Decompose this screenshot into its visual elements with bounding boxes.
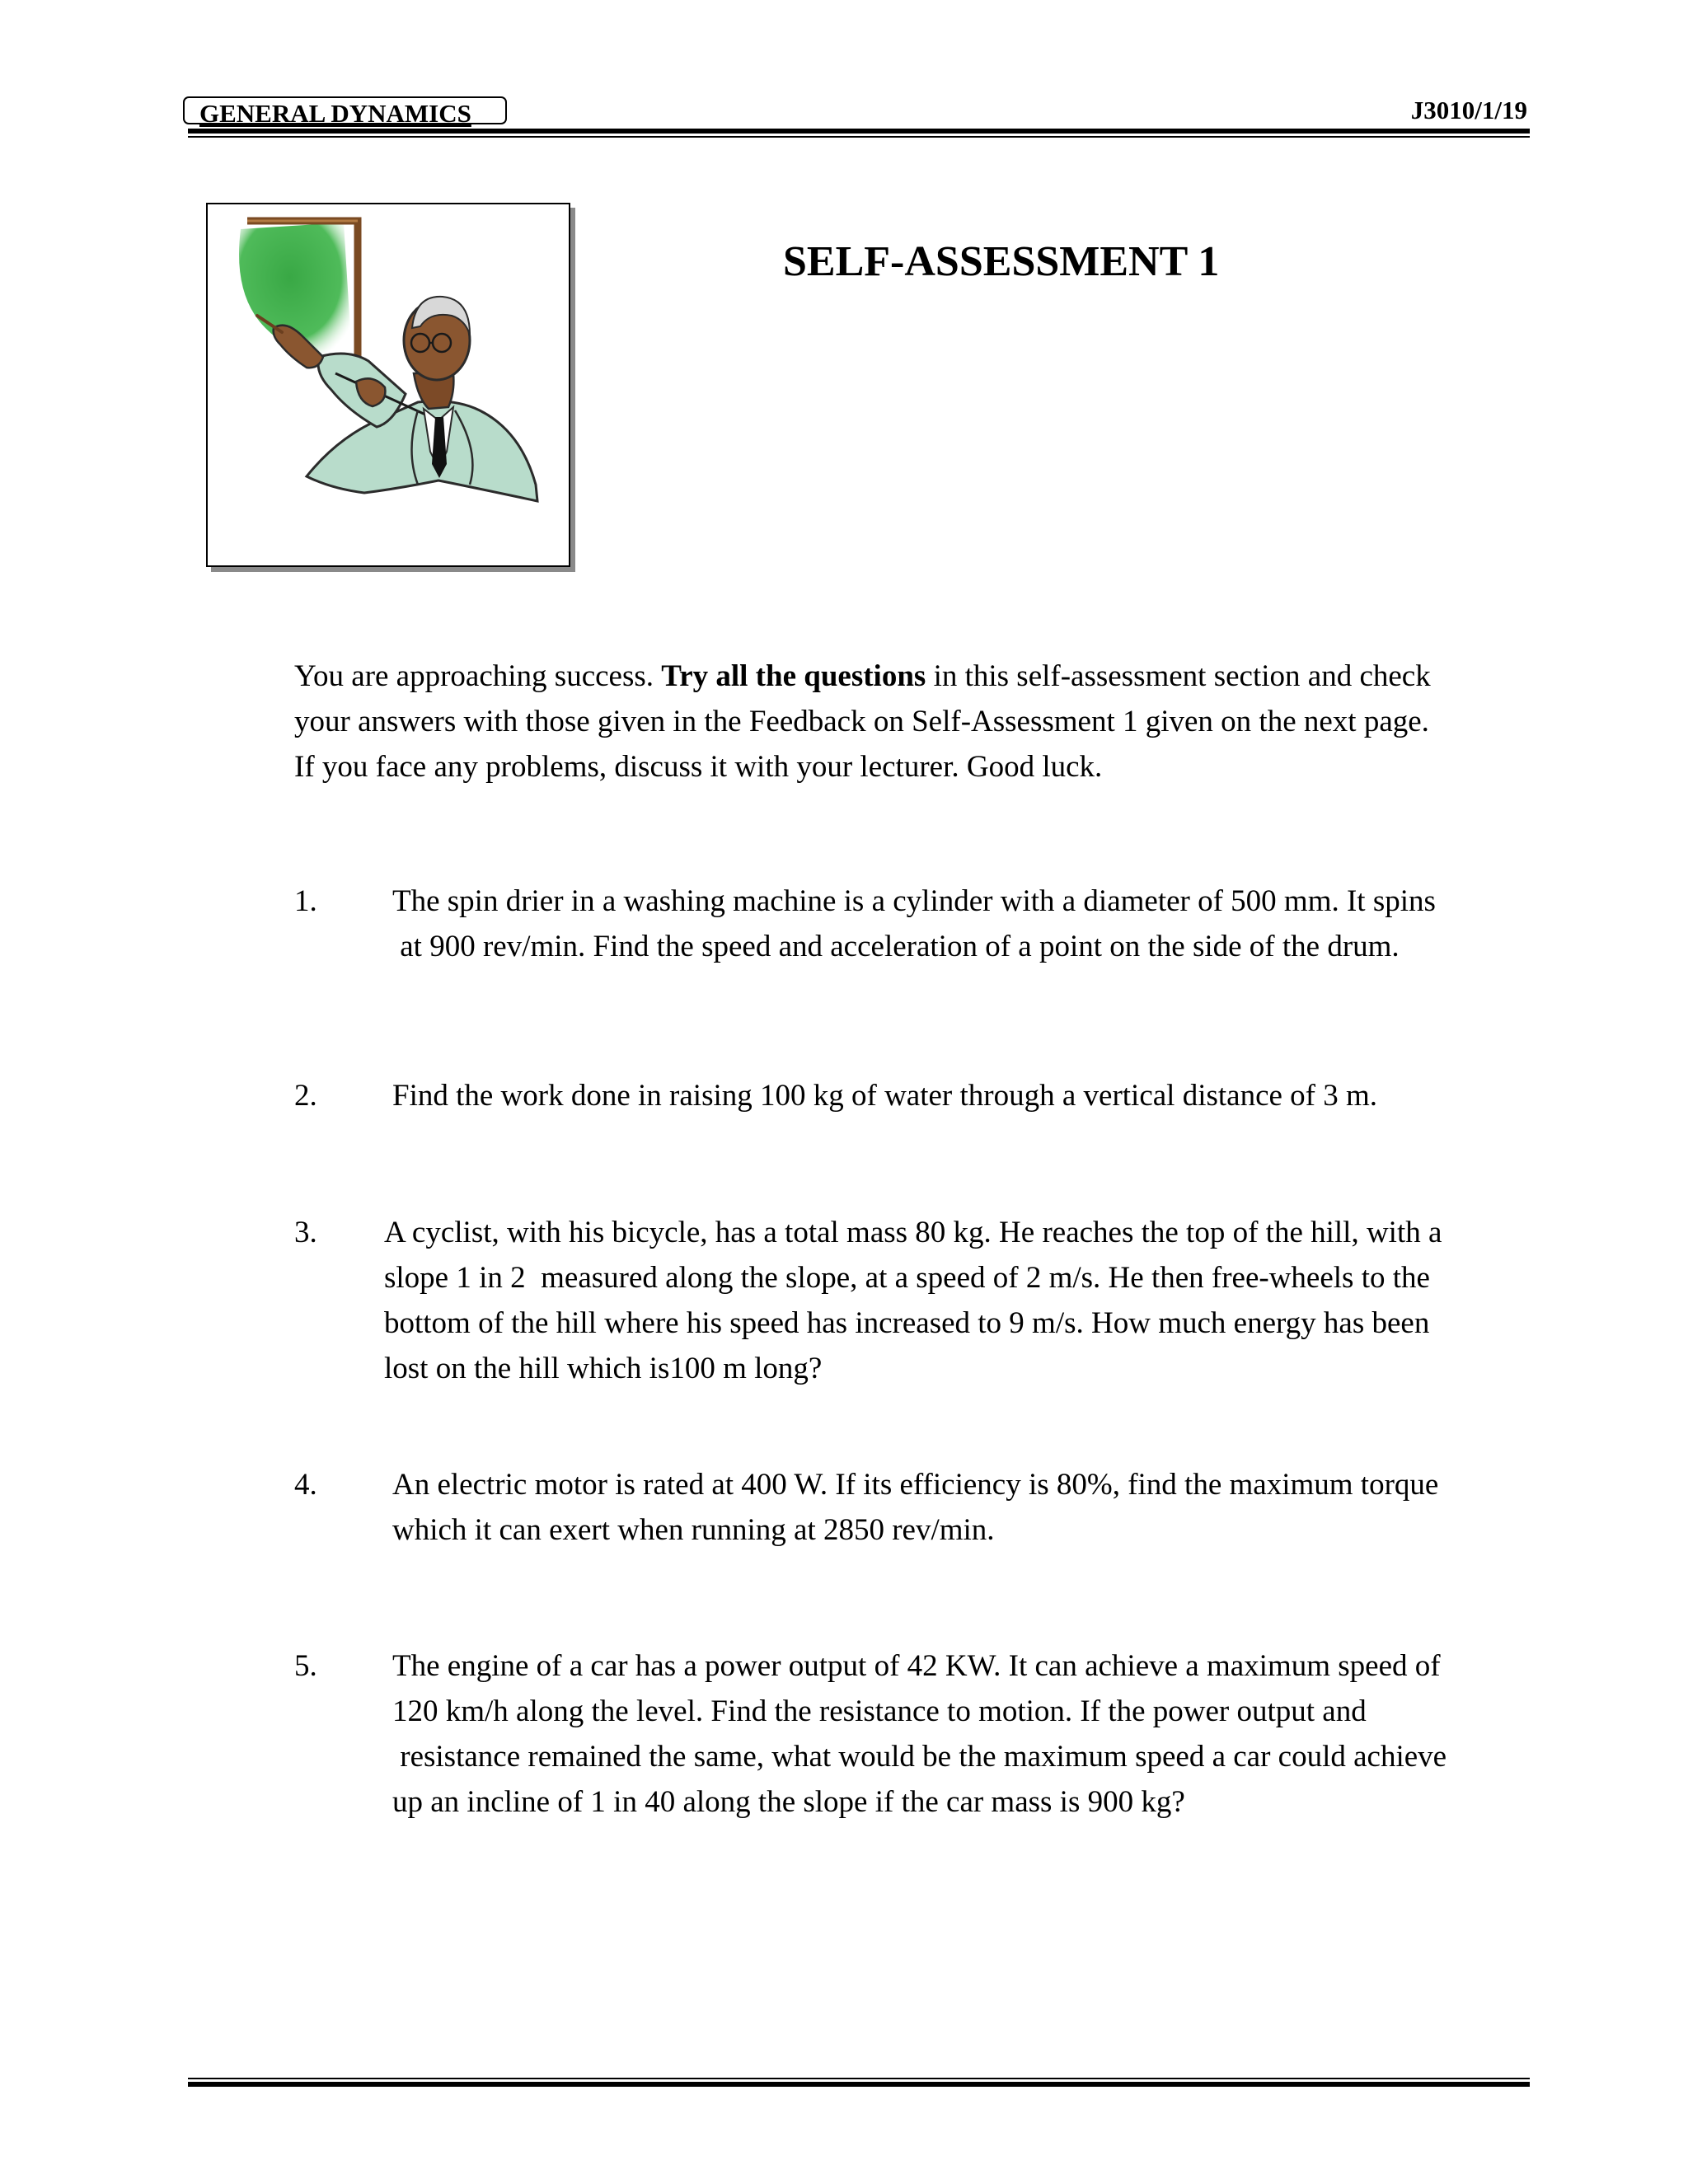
intro-line-2: your answers with those given in the Feedback on Self-Assessment 1 given on the next page. — [294, 705, 1429, 738]
header-page-code: J3010/1/19 — [1410, 96, 1527, 124]
intro-line-1-end: in this self-assessment section and check — [926, 659, 1431, 693]
header-section-label-box — [183, 96, 507, 128]
intro-paragraph — [294, 654, 1539, 790]
question-4-line-1: An electric motor is rated at 400 W. If its efficiency is 80%, find the maximum torque — [392, 1468, 1439, 1502]
question-1-number: 1. — [294, 884, 317, 918]
question-4-text — [392, 1462, 1438, 1553]
question-4-number: 4. — [294, 1468, 317, 1502]
question-5-line-3: resistance remained the same, what would be the maximum speed a car could achieve — [392, 1740, 1447, 1774]
lecturer-pointing-at-board-icon — [208, 204, 569, 565]
question-3-line-4: lost on the hill which is100 m long? — [384, 1352, 823, 1385]
question-5-number: 5. — [294, 1649, 317, 1683]
question-3-line-3: bottom of the hill where his speed has increased to 9 m/s. How much energy has been — [384, 1306, 1430, 1340]
intro-line-3: If you face any problems, discuss it with your lecturer. Good luck. — [294, 750, 1103, 784]
question-5-line-4: up an incline of 1 in 40 along the slope if the car mass is 900 kg? — [392, 1785, 1185, 1819]
question-1-text — [392, 879, 1436, 969]
header-rule-thick — [188, 129, 1530, 134]
question-2-text — [392, 1073, 1377, 1118]
question-1-line-1: The spin drier in a washing machine is a cylinder with a diameter of 500 mm. It spins — [392, 884, 1436, 918]
question-5-text — [392, 1643, 1447, 1825]
intro-line-1 — [294, 654, 1539, 699]
question-4-line-2: which it can exert when running at 2850 rev/min. — [392, 1513, 995, 1547]
question-3-line-2: slope 1 in 2 measured along the slope, at a speed of 2 m/s. He then free-wheels to the — [384, 1261, 1430, 1295]
header-rule-thin — [188, 136, 1530, 138]
question-3-number: 3. — [294, 1216, 317, 1249]
question-5-line-2: 120 km/h along the level. Find the resistance to motion. If the power output and — [392, 1694, 1367, 1728]
footer-rule-thick — [188, 2082, 1530, 2087]
question-3-text — [384, 1210, 1442, 1391]
intro-emphasis: Try all the questions — [661, 659, 926, 693]
question-2-number: 2. — [294, 1079, 317, 1113]
page-title: SELF-ASSESSMENT 1 — [783, 238, 1220, 285]
footer-rule-thin — [188, 2078, 1530, 2079]
question-2-line-1: Find the work done in raising 100 kg of water through a vertical distance of 3 m. — [392, 1079, 1378, 1113]
question-5-line-1: The engine of a car has a power output of 42 KW. It can achieve a maximum speed of — [392, 1649, 1441, 1683]
suit-icon — [307, 401, 537, 501]
question-1-line-2: at 900 rev/min. Find the speed and acceleration of a point on the side of the drum. — [392, 930, 1400, 963]
header-section-label: GENERAL DYNAMICS — [199, 99, 471, 128]
intro-line-1-start: You are approaching success. — [294, 659, 662, 693]
question-3-line-1: A cyclist, with his bicycle, has a total mass 80 kg. He reaches the top of the hill, with a — [384, 1216, 1442, 1249]
illustration-frame — [206, 203, 570, 567]
